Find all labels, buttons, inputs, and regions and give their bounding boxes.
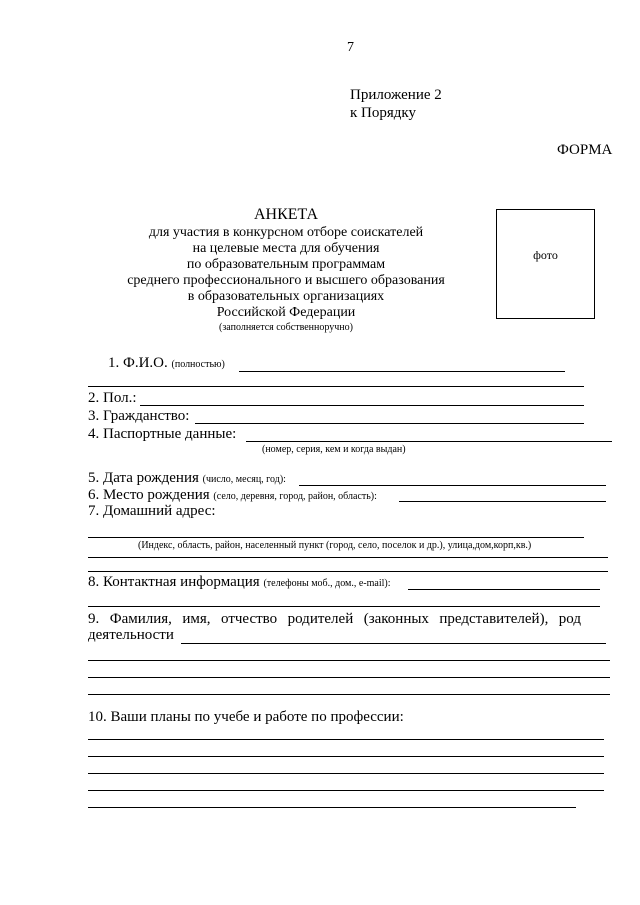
birth-place-field — [88, 487, 377, 504]
address-label: 7. Домашний адрес: — [88, 503, 216, 519]
photo-label: фото — [533, 248, 558, 262]
form-label: ФОРМА — [557, 142, 613, 158]
passport-line[interactable] — [246, 441, 612, 442]
plans-label: 10. Ваши планы по учебе и работе по профессии: — [88, 709, 404, 725]
appendix-line-1: Приложение 2 — [350, 87, 442, 103]
plans-line-2[interactable] — [88, 756, 604, 757]
passport-caption: (номер, серия, кем и когда выдан) — [262, 444, 406, 455]
parents-line-2: деятельности — [88, 627, 174, 643]
parents-line-4[interactable] — [88, 694, 610, 695]
parents-line-1: 9. Фамилия, имя, отчество родителей (законных представителей), род — [88, 611, 581, 627]
fio-label: 1. Ф.И.О. — [108, 355, 168, 371]
citizenship-line[interactable] — [195, 423, 584, 424]
birth-place-line[interactable] — [399, 501, 606, 502]
contacts-line-2[interactable] — [88, 606, 600, 607]
appendix-line-2: к Порядку — [350, 105, 416, 121]
sex-line[interactable] — [140, 405, 584, 406]
title-line: для участия в конкурсном отборе соискателей — [148, 225, 424, 240]
fio-line-2[interactable] — [88, 386, 584, 387]
plans-line-5[interactable] — [88, 807, 576, 808]
contacts-label: 8. Контактная информация — [88, 574, 260, 590]
title-line: на целевые места для обучения — [192, 241, 380, 256]
address-line-2[interactable] — [88, 557, 608, 558]
birth-date-line[interactable] — [299, 485, 606, 486]
parents-line[interactable] — [181, 643, 606, 644]
parents-line-3[interactable] — [88, 677, 610, 678]
address-line[interactable] — [88, 537, 584, 538]
form-title-main: АНКЕТА — [253, 206, 319, 223]
plans-line-4[interactable] — [88, 790, 604, 791]
birth-date-label: 5. Дата рождения — [88, 470, 199, 486]
parents-line-2[interactable] — [88, 660, 610, 661]
title-note: (заполняется собственноручно) — [219, 322, 353, 333]
fio-field — [108, 355, 225, 372]
title-line: среднего профессионального и высшего образования — [127, 273, 445, 288]
title-line: в образовательных организациях — [187, 289, 385, 304]
passport-label: 4. Паспортные данные: — [88, 426, 237, 442]
title-line: по образовательным программам — [186, 257, 386, 272]
plans-line-3[interactable] — [88, 773, 604, 774]
contacts-field — [88, 574, 391, 591]
address-line-3[interactable] — [88, 571, 608, 572]
photo-box[interactable] — [496, 209, 595, 319]
birth-place-hint: (село, деревня, город, район, область): — [213, 491, 377, 502]
page-number: 7 — [347, 40, 354, 55]
address-caption: (Индекс, область, район, населенный пункт (город, село, поселок и др.), улица,дом,корп,кв.) — [138, 540, 532, 551]
fio-hint: (полностью) — [171, 359, 225, 370]
fio-line[interactable] — [239, 371, 565, 372]
contacts-line[interactable] — [408, 589, 600, 590]
contacts-hint: (телефоны моб., дом., e-mail): — [263, 578, 391, 589]
plans-line[interactable] — [88, 739, 604, 740]
form-title — [100, 205, 472, 335]
birth-date-field — [88, 470, 286, 487]
birth-place-label: 6. Место рождения — [88, 487, 210, 503]
citizenship-label: 3. Гражданство: — [88, 408, 190, 424]
birth-date-hint: (число, месяц, год): — [202, 474, 286, 485]
sex-label: 2. Пол.: — [88, 390, 137, 406]
title-line: Российской Федерации — [216, 305, 356, 320]
